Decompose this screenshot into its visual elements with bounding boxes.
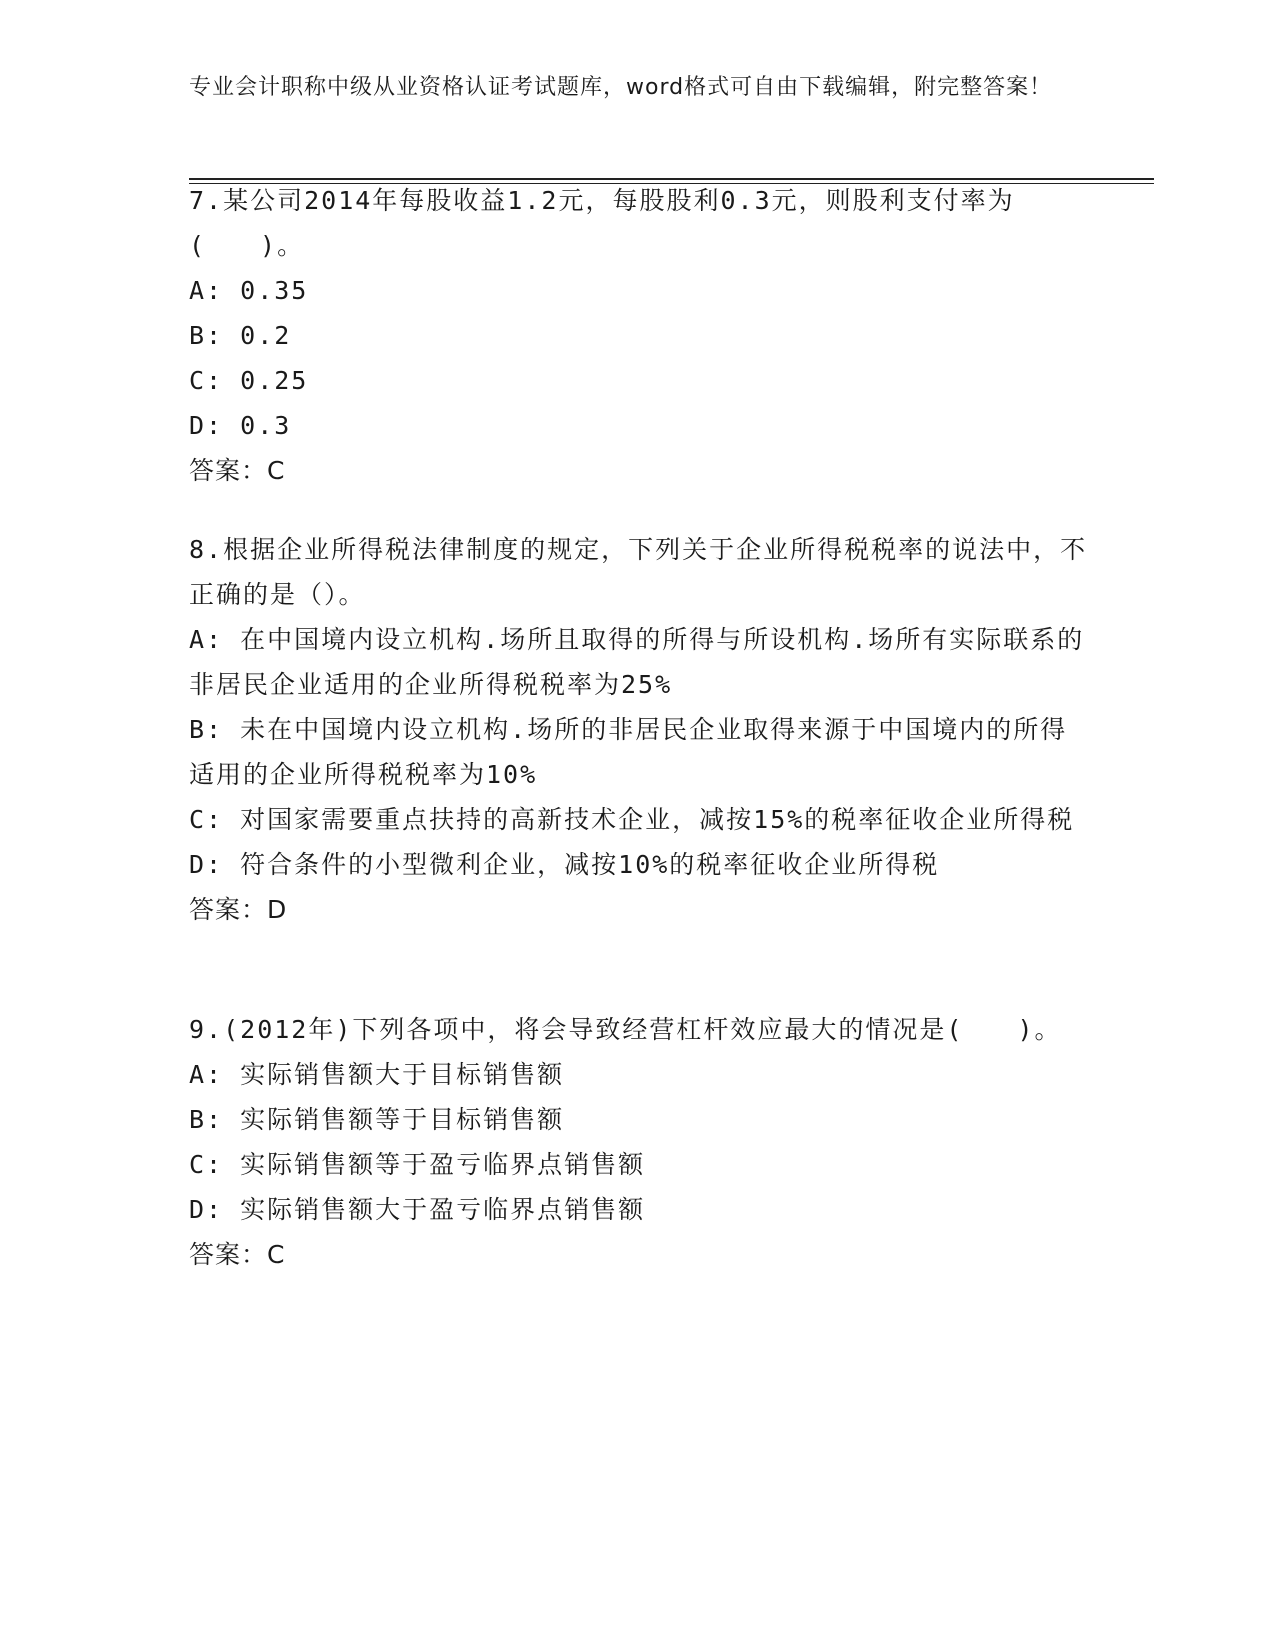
question-stem: 9.(2012年)下列各项中，将会导致经营杠杆效应最大的情况是( )。 (189, 1015, 1062, 1044)
option-a: A: 在中国境内设立机构.场所且取得的所得与所设机构.场所有实际联系的非居民企业适用的企业所得税税率为25% (189, 625, 1085, 699)
option-a: A: 实际销售额大于目标销售额 (189, 1060, 565, 1089)
option-c: C: 实际销售额等于盈亏临界点销售额 (189, 1150, 646, 1179)
option-d: D: 符合条件的小型微利企业，减按10%的税率征收企业所得税 (189, 850, 940, 879)
option-b: B: 未在中国境内设立机构.场所的非居民企业取得来源于中国境内的所得适用的企业所得税税率为10% (189, 715, 1068, 789)
option-a: A: 0.35 (189, 276, 309, 305)
option-c: C: 0.25 (189, 366, 309, 395)
question-8 (189, 527, 1089, 932)
option-c: C: 对国家需要重点扶持的高新技术企业，减按15%的税率征收企业所得税 (189, 805, 1075, 834)
question-7 (189, 178, 1089, 493)
option-d: D: 0.3 (189, 411, 292, 440)
question-stem: 8.根据企业所得税法律制度的规定，下列关于企业所得税税率的说法中，不正确的是（）。 (189, 535, 1088, 609)
answer-text: 答案：D (189, 895, 288, 924)
option-b: B: 0.2 (189, 321, 292, 350)
option-d: D: 实际销售额大于盈亏临界点销售额 (189, 1195, 646, 1224)
document-header: 专业会计职称中级从业资格认证考试题库，word格式可自由下载编辑，附完整答案！ (189, 75, 1053, 100)
answer-text: 答案：C (189, 456, 286, 485)
answer-text: 答案：C (189, 1240, 286, 1269)
question-9 (189, 1007, 1089, 1277)
question-stem: 7.某公司2014年每股收益1.2元，每股股利0.3元，则股利支付率为( )。 (189, 186, 1015, 260)
option-b: B: 实际销售额等于目标销售额 (189, 1105, 565, 1134)
